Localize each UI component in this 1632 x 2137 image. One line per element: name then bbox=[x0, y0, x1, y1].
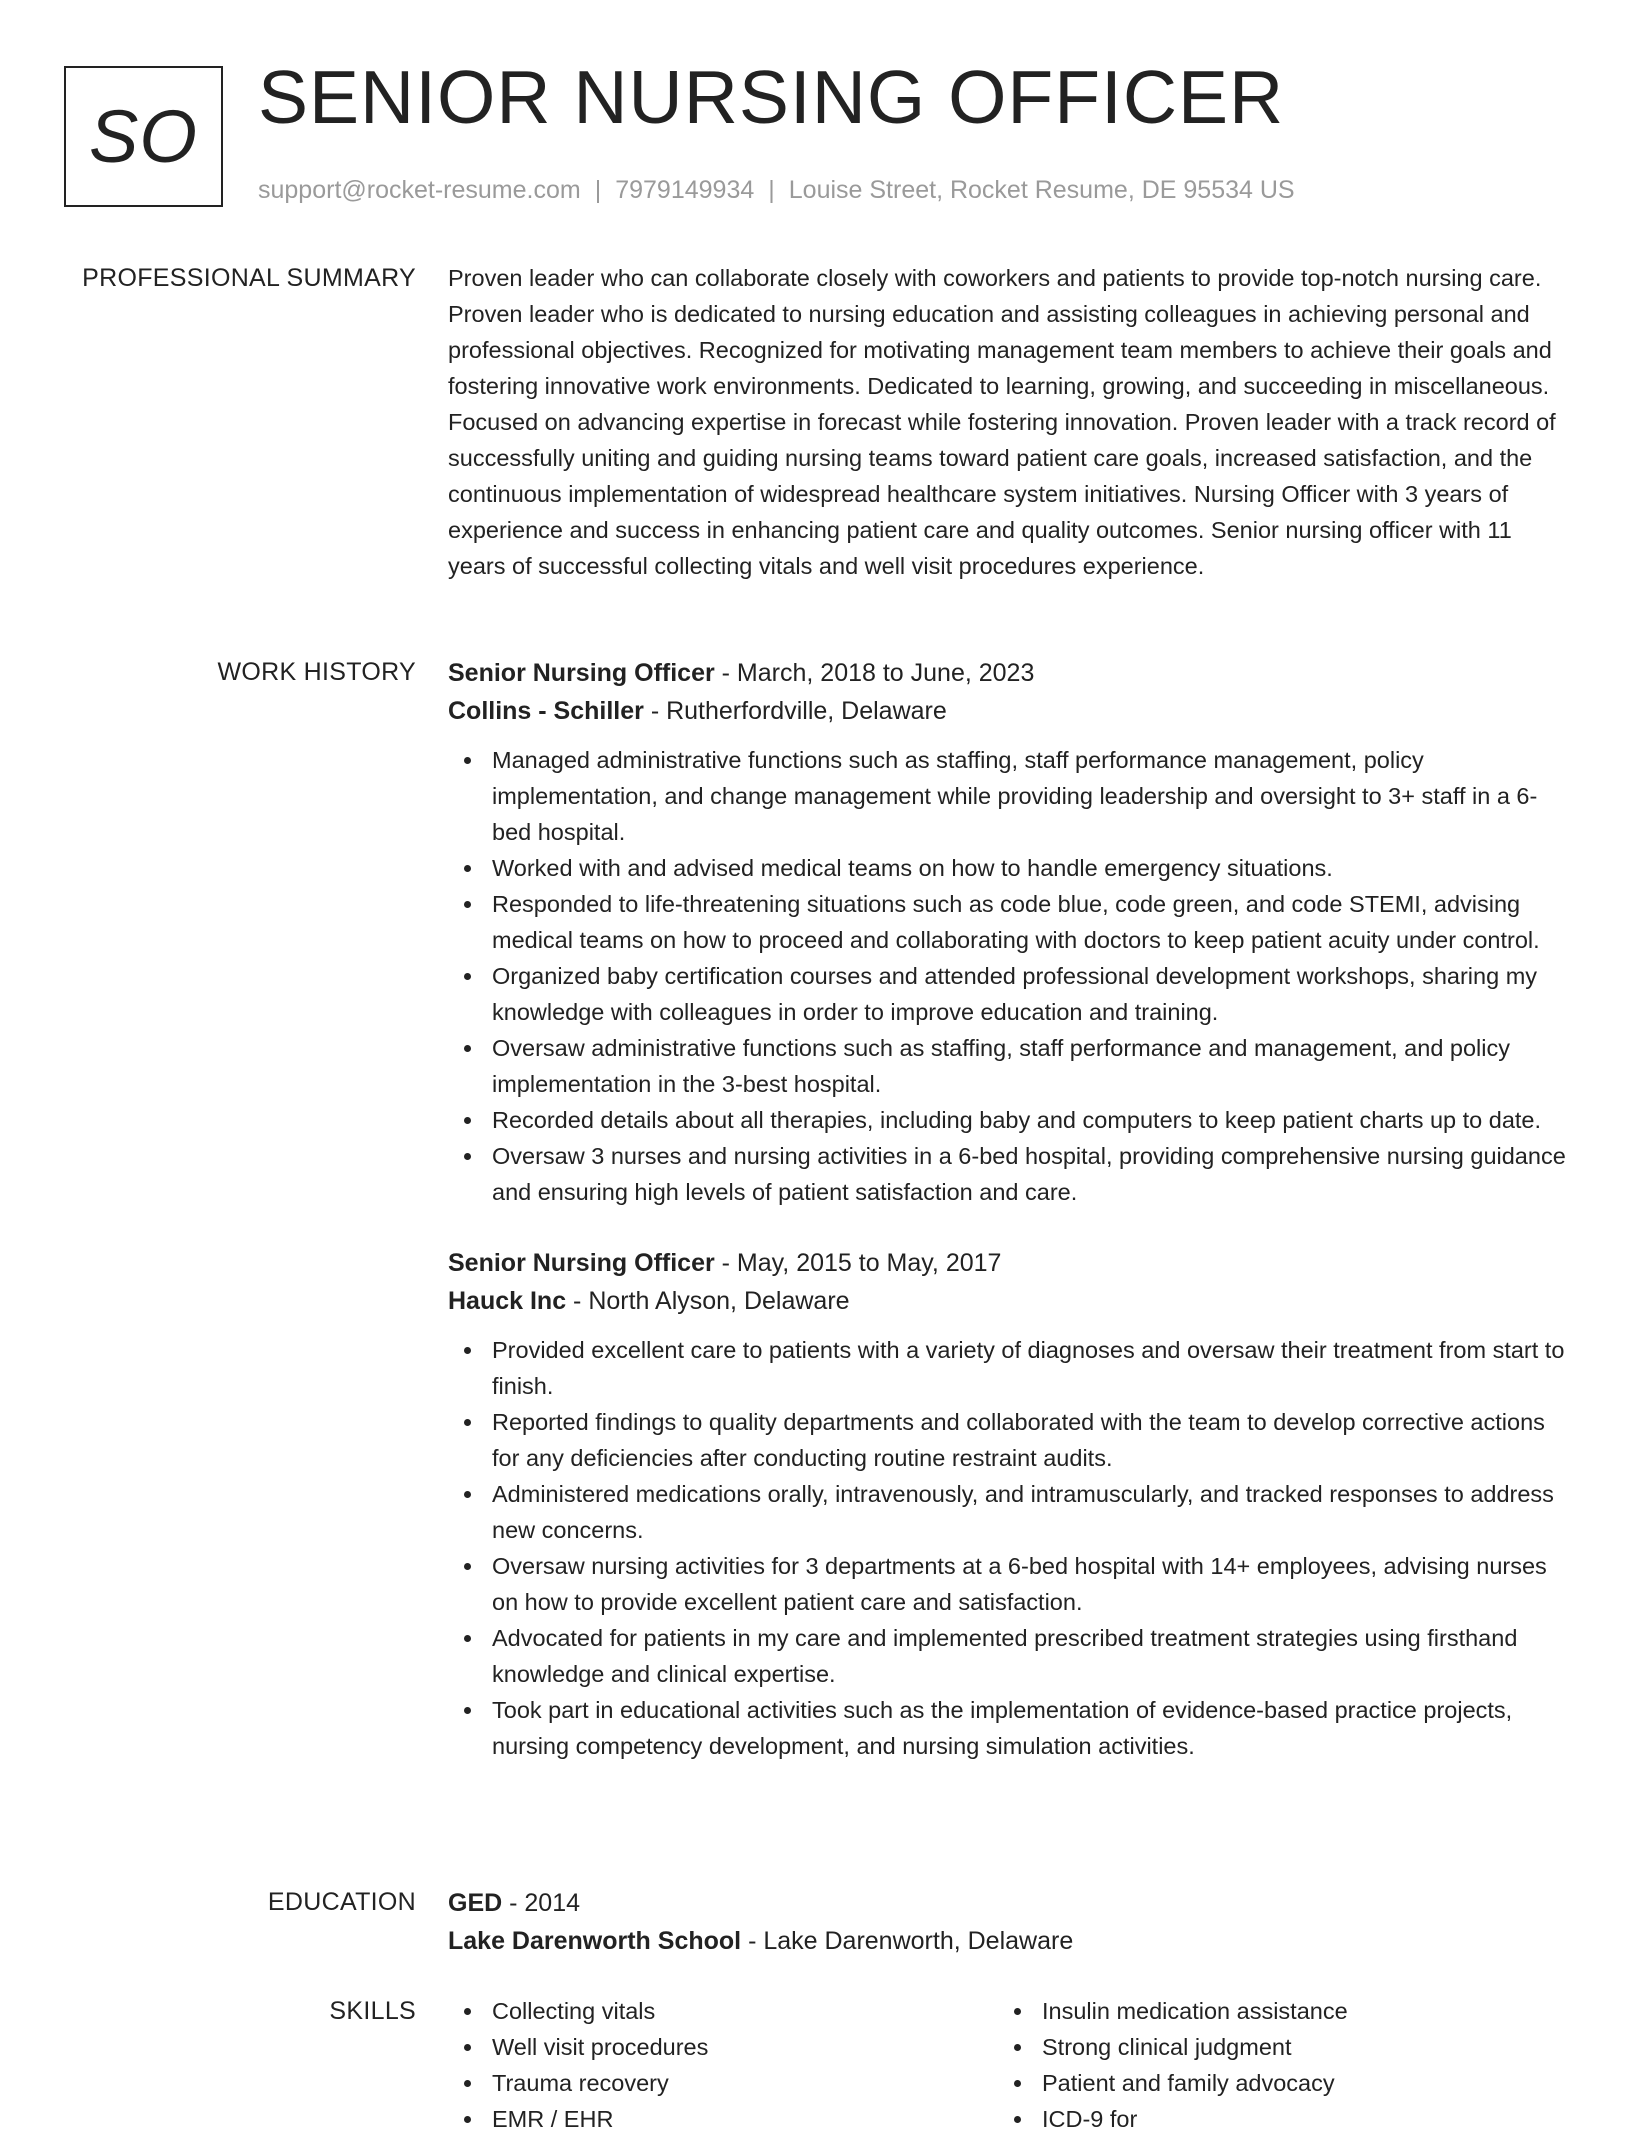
job-bullet: Reported findings to quality departments and collaborated with the team to develop corrective actions for any deficiencies after conducting routine restraint audits. bbox=[492, 1404, 1570, 1476]
job-location: - Rutherfordville, Delaware bbox=[643, 697, 947, 725]
education-location: - Lake Darenworth, Delaware bbox=[741, 1927, 1074, 1955]
skill-item: Trauma recovery bbox=[492, 2065, 998, 2101]
education-body bbox=[448, 1884, 1570, 1960]
skills-column-right bbox=[998, 1993, 1548, 2137]
job-title-line bbox=[448, 1244, 1570, 1282]
job-bullet: Administered medications orally, intravenously, and intramuscularly, and tracked responses to address new concerns. bbox=[492, 1476, 1570, 1548]
job-title: Senior Nursing Officer bbox=[448, 659, 715, 687]
job-bullet: Took part in educational activities such as the implementation of evidence-based practice projects, nursing competency development, and nursing simulation activities. bbox=[492, 1692, 1570, 1764]
job-dates: - May, 2015 to May, 2017 bbox=[714, 1249, 1002, 1277]
skill-item: Well visit procedures bbox=[492, 2029, 998, 2065]
contact-separator: | bbox=[594, 176, 602, 204]
job-company-line bbox=[448, 692, 1570, 730]
job-company: Hauck Inc bbox=[448, 1287, 567, 1315]
job-entry bbox=[448, 654, 1570, 1210]
contact-phone: 7979149934 bbox=[615, 176, 755, 204]
job-bullet: Oversaw 3 nurses and nursing activities in a 6-bed hospital, providing comprehensive nursing guidance and ensuring high levels of patient satisfaction and care. bbox=[492, 1138, 1570, 1210]
page-title: SENIOR NURSING OFFICER bbox=[258, 55, 1285, 139]
education-heading: EDUCATION bbox=[267, 1888, 416, 1916]
job-entry bbox=[448, 1244, 1570, 1764]
job-bullet: Oversaw nursing activities for 3 departments at a 6-bed hospital with 14+ employees, advising nurses on how to provide excellent patient care and satisfaction. bbox=[492, 1548, 1570, 1620]
skill-item: Insulin medication assistance bbox=[1042, 1993, 1548, 2029]
skills-list bbox=[998, 1993, 1548, 2137]
job-bullets bbox=[448, 1332, 1570, 1764]
summary-body bbox=[448, 260, 1570, 584]
education-school-line bbox=[448, 1922, 1570, 1960]
summary-text: Proven leader who can collaborate closely with coworkers and patients to provide top-notch nursing care. Proven leader who is dedicated to nursing education and assisting colleagues in achieving personal and professional objectives. Recognized for motivating management team members to achieve their goals and fostering innovative work environments. Dedicated to learning, growing, and succeeding in miscellaneous. Focused on advancing expertise in forecast while fostering innovation. Proven leader with a track record of successfully uniting and guiding nursing teams toward patient care goals, increased satisfaction, and the continuous implementation of widespread healthcare system initiatives. Nursing Officer with 3 years of experience and success in enhancing patient care and quality outcomes. Senior nursing officer with 11 years of successful collecting vitals and well visit procedures experience. bbox=[448, 265, 1556, 579]
skills-grid bbox=[448, 1993, 1570, 2137]
job-title: Senior Nursing Officer bbox=[448, 1249, 715, 1277]
contact-address: Louise Street, Rocket Resume, DE 95534 US bbox=[788, 176, 1295, 204]
skills-list bbox=[448, 1993, 998, 2137]
education-degree-line bbox=[448, 1884, 1570, 1922]
education-school: Lake Darenworth School bbox=[448, 1927, 742, 1955]
skill-item: Patient and family advocacy bbox=[1042, 2065, 1548, 2101]
monogram-logo: SO bbox=[64, 66, 223, 207]
job-location: - North Alyson, Delaware bbox=[566, 1287, 850, 1315]
job-bullet: Managed administrative functions such as staffing, staff performance management, policy implementation, and change management while providing leadership and oversight to 3+ staff in a 6-bed hospital. bbox=[492, 742, 1570, 850]
job-bullet: Provided excellent care to patients with a variety of diagnoses and oversaw their treatment from start to finish. bbox=[492, 1332, 1570, 1404]
skills-body bbox=[448, 1993, 1570, 2137]
job-bullet: Advocated for patients in my care and implemented prescribed treatment strategies using firsthand knowledge and clinical expertise. bbox=[492, 1620, 1570, 1692]
job-dates: - March, 2018 to June, 2023 bbox=[714, 659, 1035, 687]
education-degree: GED bbox=[448, 1889, 503, 1917]
job-bullet: Responded to life-threatening situations such as code blue, code green, and code STEMI, advising medical teams on how to proceed and collaborating with doctors to keep patient acuity under control. bbox=[492, 886, 1570, 958]
education-year: - 2014 bbox=[502, 1889, 581, 1917]
work-history-body bbox=[448, 654, 1570, 1798]
job-bullet: Organized baby certification courses and attended professional development workshops, sharing my knowledge with colleagues in order to improve education and training. bbox=[492, 958, 1570, 1030]
job-bullet: Recorded details about all therapies, including baby and computers to keep patient charts up to date. bbox=[492, 1102, 1570, 1138]
skill-item: EMR / EHR bbox=[492, 2101, 998, 2137]
job-title-line bbox=[448, 654, 1570, 692]
skill-item: ICD-9 for bbox=[1042, 2101, 1548, 2137]
contact-line bbox=[258, 176, 1295, 205]
skill-item: Strong clinical judgment bbox=[1042, 2029, 1548, 2065]
job-bullet: Worked with and advised medical teams on how to handle emergency situations. bbox=[492, 850, 1570, 886]
job-bullet: Oversaw administrative functions such as staffing, staff performance and management, and policy implementation in the 3-best hospital. bbox=[492, 1030, 1570, 1102]
work-history-heading: WORK HISTORY bbox=[217, 658, 416, 686]
summary-heading: PROFESSIONAL SUMMARY bbox=[82, 264, 416, 292]
skills-column-left bbox=[448, 1993, 998, 2137]
contact-separator: | bbox=[768, 176, 775, 204]
job-company: Collins - Schiller bbox=[448, 697, 644, 725]
job-company-line bbox=[448, 1282, 1570, 1320]
skill-item: Collecting vitals bbox=[492, 1993, 998, 2029]
job-bullets bbox=[448, 742, 1570, 1210]
contact-email: support@rocket-resume.com bbox=[258, 176, 581, 204]
skills-heading: SKILLS bbox=[329, 1997, 416, 2025]
